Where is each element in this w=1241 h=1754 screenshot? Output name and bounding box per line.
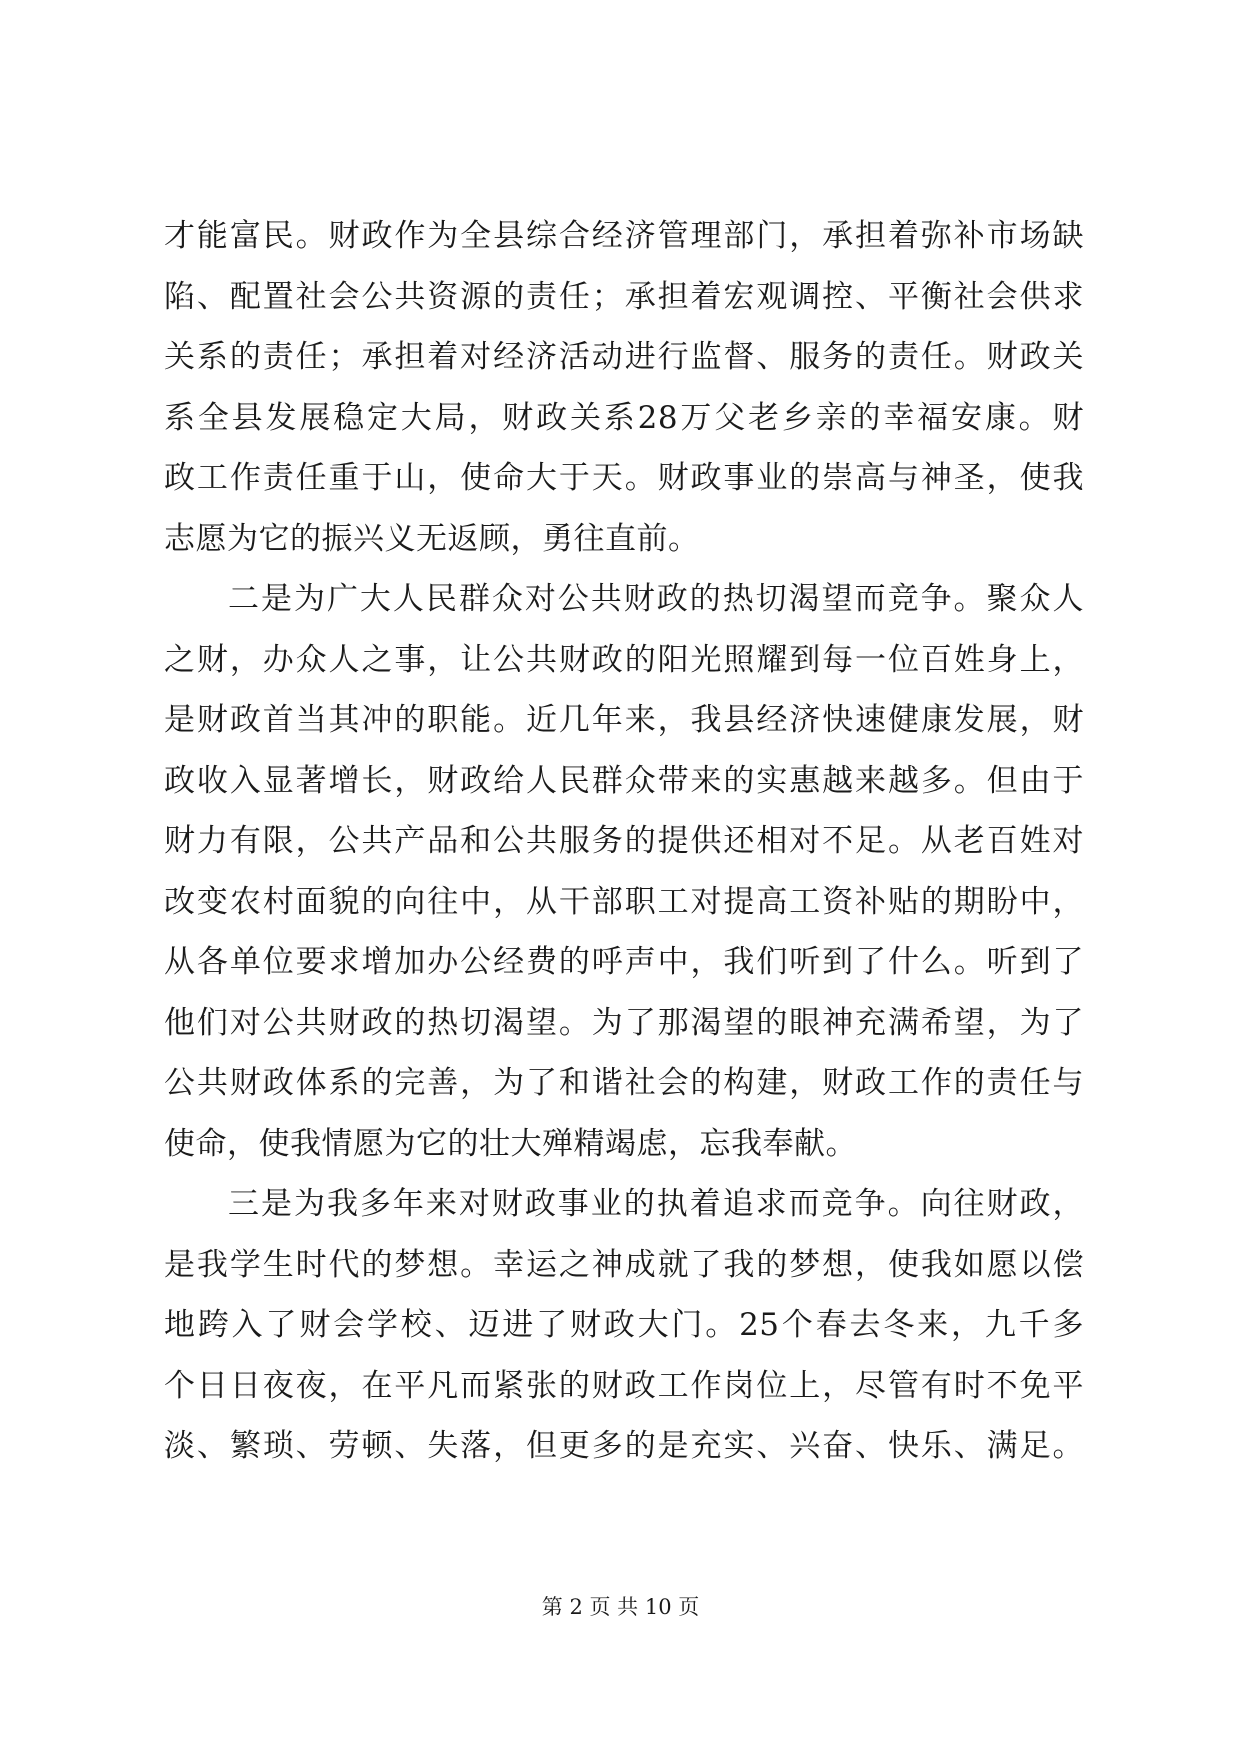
paragraph-2-line-3: 是财政首当其冲的职能。近几年来，我县经济快速健康发展，财 (164, 702, 1084, 738)
paragraph-2-line-10: 使命，使我情愿为它的壮大殚精竭虑，忘我奉献。 (164, 1125, 857, 1162)
paragraph-2-line-8: 他们对公共财政的热切渴望。为了那渴望的眼神充满希望，为了 (164, 1004, 1084, 1041)
paragraph-1-line-5: 政工作责任重于山，使命大于天。财政事业的崇高与神圣，使我 (164, 460, 1084, 496)
paragraph-2-line-2: 之财，办众人之事，让公共财政的阳光照耀到每一位百姓身上， (164, 641, 1084, 678)
paragraph-3-line-3: 地跨入了财会学校、迈进了财政大门。25个春去冬来，九千多 (164, 1307, 1084, 1343)
paragraph-2-line-1: 二是为广大人民群众对公共财政的热切渴望而竞争。聚众人 (228, 581, 1084, 617)
paragraph-2-line-6: 改变农村面貌的向往中，从干部职工对提高工资补贴的期盼中， (164, 883, 1084, 920)
paragraph-1-line-4: 系全县发展稳定大局，财政关系28万父老乡亲的幸福安康。财 (164, 399, 1084, 436)
paragraph-2-line-5: 财力有限，公共产品和公共服务的提供还相对不足。从老百姓对 (164, 823, 1084, 859)
paragraph-1-line-2: 陷、配置社会公共资源的责任；承担着宏观调控、平衡社会供求 (164, 278, 1084, 315)
paragraph-3-line-5: 淡、繁琐、劳顿、失落，但更多的是充实、兴奋、快乐、满足。 (164, 1428, 1084, 1464)
body-text (164, 206, 1084, 1477)
page-number-footer: 第 2 页 共 10 页 (541, 1595, 700, 1619)
paragraph-1-line-1: 才能富民。财政作为全县综合经济管理部门，承担着弥补市场缺 (164, 218, 1084, 254)
paragraph-3-line-2: 是我学生时代的梦想。幸运之神成就了我的梦想，使我如愿以偿 (164, 1246, 1084, 1283)
paragraph-3-line-1: 三是为我多年来对财政事业的执着追求而竞争。向往财政， (228, 1186, 1084, 1222)
paragraph-2-line-7: 从各单位要求增加办公经费的呼声中，我们听到了什么。听到了 (164, 944, 1084, 980)
paragraph-1-line-3: 关系的责任；承担着对经济活动进行监督、服务的责任。财政关 (164, 339, 1084, 375)
paragraph-2-line-9: 公共财政体系的完善，为了和谐社会的构建，财政工作的责任与 (164, 1065, 1084, 1101)
paragraph-2-line-4: 政收入显著增长，财政给人民群众带来的实惠越来越多。但由于 (164, 762, 1084, 799)
paragraph-3-line-4: 个日日夜夜，在平凡而紧张的财政工作岗位上，尽管有时不免平 (164, 1367, 1084, 1404)
paragraph-1-line-6: 志愿为它的振兴义无返顾，勇往直前。 (164, 520, 700, 557)
